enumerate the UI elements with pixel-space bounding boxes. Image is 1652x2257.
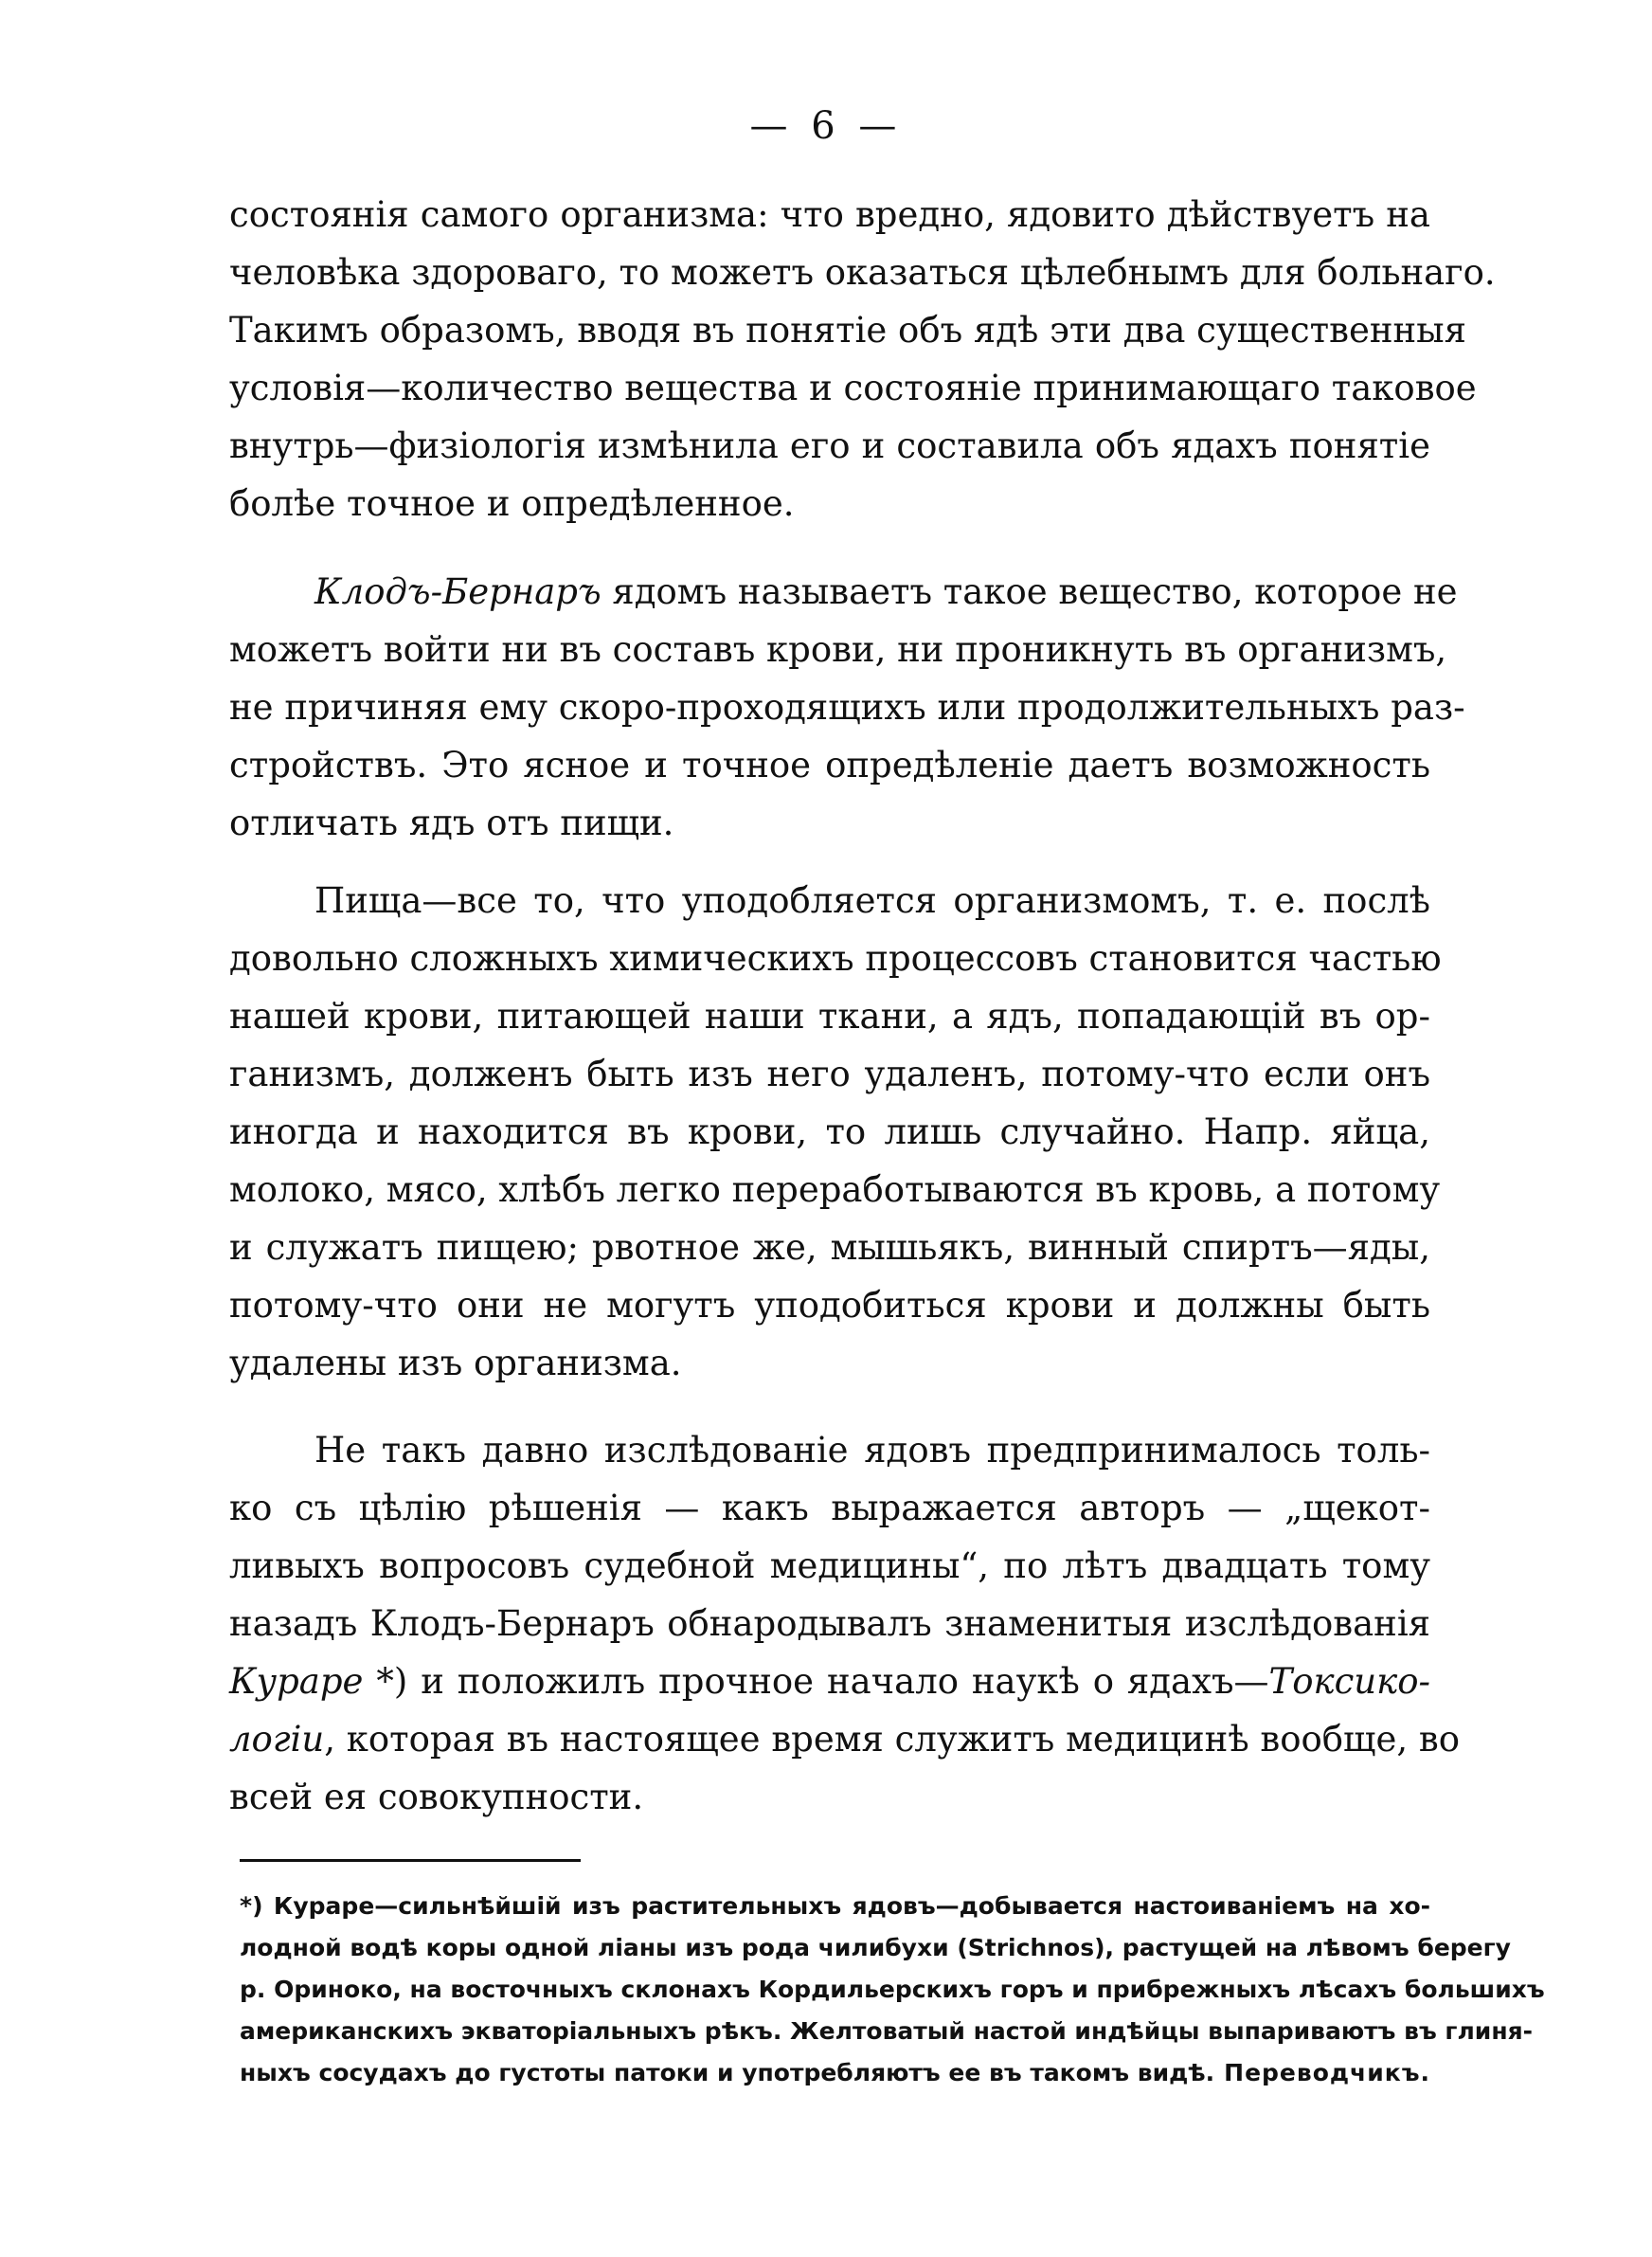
- text-line: [229, 1652, 1430, 1710]
- text-line: не причиняя ему скоро-проходящихъ или продолжительныхъ раз-: [229, 687, 1465, 728]
- text-line: человѣка здороваго, то можетъ оказаться цѣлебнымъ для больнаго.: [229, 252, 1496, 293]
- italic-term: Кураре: [229, 1661, 364, 1702]
- text-line: [229, 563, 1458, 621]
- footnote-divider: [240, 1859, 581, 1862]
- text-line: молоко, мясо, хлѣбъ легко переработываются въ кровь, а потому: [229, 1169, 1441, 1210]
- italic-term: Токсико-: [1268, 1661, 1430, 1702]
- text-line: внутрь—физіологія измѣнила его и составила объ ядахъ понятіе: [229, 425, 1430, 466]
- text-line: условія—количество вещества и состояніе принимающаго таковое: [229, 368, 1477, 408]
- text-fragment: ядомъ называетъ такое вещество, которое не: [612, 571, 1458, 612]
- italic-name: Клодъ-Бернаръ: [314, 571, 602, 612]
- footnote-text: ныхъ сосудахъ до густоты патоки и употребляютъ ее въ такомъ видѣ.: [240, 2059, 1215, 2086]
- text-line: Такимъ образомъ, вводя въ понятіе объ ядѣ эти два существенныя: [229, 310, 1466, 351]
- text-line: болѣе точное и опредѣленное.: [229, 483, 795, 524]
- paragraph-2: [229, 563, 1465, 852]
- paragraph-3: [229, 872, 1442, 1392]
- text-line: состоянія самого организма: что вредно, ядовито дѣйствуетъ на: [229, 194, 1430, 235]
- text-line: и служатъ пищею; рвотное же, мышьякъ, винный спиртъ—яды,: [229, 1227, 1430, 1268]
- text-fragment: *) и положилъ прочное начало наукѣ о ядахъ—: [363, 1661, 1269, 1702]
- text-line: ливыхъ вопросовъ судебной медицины“, по лѣтъ двадцать тому: [229, 1545, 1430, 1586]
- text-line: [229, 1710, 1460, 1768]
- text-line: Пища—все то, что уподобляется организмомъ, т. е. послѣ: [314, 880, 1430, 921]
- text-line: нашей крови, питающей наши ткани, а ядъ, попадающій въ ор-: [229, 996, 1430, 1037]
- italic-term: логіи: [229, 1719, 325, 1760]
- text-line: Не такъ давно изслѣдованіе ядовъ предпринималось толь-: [314, 1430, 1430, 1471]
- text-line: можетъ войти ни въ составъ крови, ни проникнуть въ организмъ,: [229, 629, 1447, 670]
- text-line: всей ея совокупности.: [229, 1777, 644, 1817]
- text-line: ко съ цѣлію рѣшенія — какъ выражается авторъ — „щекот-: [229, 1488, 1430, 1528]
- text-line: стройствъ. Это ясное и точное опредѣленіе даетъ возможность: [229, 745, 1430, 785]
- footnote-line: р. Ориноко, на восточныхъ склонахъ Кордильерскихъ горъ и прибрежныхъ лѣсахъ большихъ: [240, 1976, 1545, 2003]
- text-line: ганизмъ, долженъ быть изъ него удаленъ, потому-что если онъ: [229, 1054, 1430, 1094]
- text-line: назадъ Клодъ-Бернаръ обнародывалъ знаменитыя изслѣдованія: [229, 1603, 1430, 1644]
- translator-signature: Переводчикъ.: [1224, 2059, 1430, 2086]
- text-fragment: , которая въ настоящее время служитъ медицинѣ вообще, во: [324, 1719, 1460, 1760]
- page-number: — 6 —: [749, 104, 903, 148]
- footnote-line: лодной водѣ коры одной ліаны изъ рода чилибухи (Strichnos), растущей на лѣвомъ берегу: [240, 1934, 1511, 1961]
- text-line: потому-что они не могутъ уподобиться крови и должны быть: [229, 1285, 1430, 1326]
- paragraph-1: [229, 186, 1496, 533]
- paragraph-4: [229, 1421, 1460, 1826]
- text-line: довольно сложныхъ химическихъ процессовъ становится частью: [229, 938, 1442, 979]
- text-line: удалены изъ организма.: [229, 1343, 682, 1383]
- footnote-line: *) Кураре—сильнѣйшій изъ растительныхъ ядовъ—добывается настоиваніемъ на хо-: [240, 1892, 1430, 1920]
- text-line: отличать ядъ отъ пищи.: [229, 803, 674, 843]
- footnote-line: [240, 2052, 1430, 2094]
- footnote-line: американскихъ экваторіальныхъ рѣкъ. Желтоватый настой индѣйцы выпариваютъ въ глиня-: [240, 2017, 1534, 2045]
- text-line: иногда и находится въ крови, то лишь случайно. Напр. яйца,: [229, 1111, 1430, 1152]
- footnote: [240, 1886, 1545, 2094]
